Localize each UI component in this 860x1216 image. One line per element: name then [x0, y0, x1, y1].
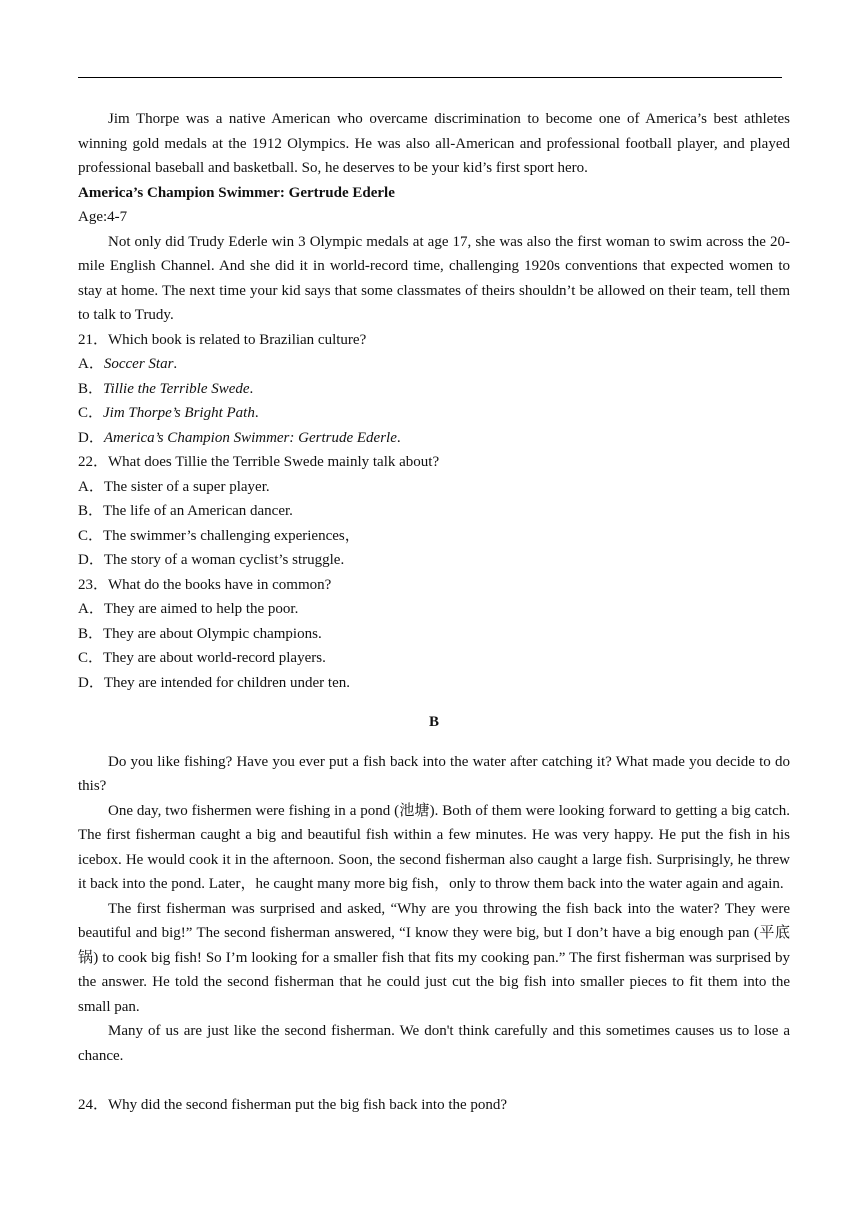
option-c: C．Jim Thorpe’s Bright Path.	[78, 405, 259, 421]
ederle-age-range: Age:4-7	[78, 209, 128, 225]
blank-line	[78, 1068, 790, 1093]
fishing-paragraph-2: One day, two fishermen were fishing in a pond (池塘). Both of them were looking forward to getting a big catch. The first fisherman caught a big and beautiful fish within a few minutes. He was very happy. He put the fish in his icebox. He would cook it in the afternoon. Soon, the second fisherman also caught a large fish. Surprisingly, he threw it back into the pond. Later，he caught many more big fish，only to throw them back into the water again and again.	[78, 802, 790, 892]
question-stem: 21．Which book is related to Brazilian culture?	[78, 331, 367, 348]
ederle-book-title: America’s Champion Swimmer: Gertrude Ederle	[78, 184, 395, 201]
document-body	[78, 107, 790, 1117]
passage-b-heading: B	[428, 714, 439, 730]
question-stem: 23．What do the books have in common?	[78, 576, 332, 593]
thorpe-paragraph: Jim Thorpe was a native American who overcame discrimination to become one of America’s best athletes winning gold medals at the 1912 Olympics. He was also all-American and professional football player, and played professional baseball and basketball. So, he deserves to be your kid’s first sport hero.	[78, 111, 790, 176]
option-a: A．Soccer Star.	[78, 356, 178, 372]
header-rule	[78, 77, 782, 78]
question-24-stem: 24．Why did the second fisherman put the big fish back into the pond?	[78, 1096, 508, 1113]
question-23	[78, 573, 790, 696]
fishing-paragraph-3: The first fisherman was surprised and asked, “Why are you throwing the fish back into the water? They were beautiful and big!” The second fisherman answered, “I know they were big, but I don’t have a big enough pan (平底锅) to cook big fish! So I’m looking for a smaller fish that fits my cooking pan.” The first fisherman was surprised by the answer. He told the second fisherman that he could just cut the big fish into smaller pieces to fit them into the small pan.	[78, 900, 790, 1015]
option-a: A．The sister of a super player.	[78, 478, 270, 495]
fishing-paragraph-4: Many of us are just like the second fisherman. We don't think carefully and this sometimes causes us to lose a chance.	[78, 1023, 790, 1064]
question-21	[78, 328, 790, 451]
option-b: B．They are about Olympic champions.	[78, 625, 322, 642]
option-d: D．The story of a woman cyclist’s struggle.	[78, 552, 345, 568]
option-d: D．America’s Champion Swimmer: Gertrude Ederle.	[78, 429, 401, 446]
option-d: D．They are intended for children under ten.	[78, 674, 350, 691]
question-stem: 22．What does Tillie the Terrible Swede mainly talk about?	[78, 454, 440, 470]
ederle-paragraph: Not only did Trudy Ederle win 3 Olympic medals at age 17, she was also the first woman to swim across the 20-mile English Channel. And she did it in world-record time, challenging 1920s conventions that expected women to stay at home. The next time your kid says that some classmates of theirs shouldn’t be allowed on their team, tell them to talk to Trudy.	[78, 233, 790, 323]
option-b: B．Tillie the Terrible Swede.	[78, 380, 254, 397]
option-c: C．They are about world-record players.	[78, 650, 326, 666]
option-a: A．They are aimed to help the poor.	[78, 601, 299, 617]
question-22	[78, 450, 790, 573]
option-c: C．The swimmer’s challenging experiences，	[78, 527, 360, 544]
option-b: B．The life of an American dancer.	[78, 503, 293, 519]
fishing-paragraph-1: Do you like fishing? Have you ever put a fish back into the water after catching it? What made you decide to do this?	[78, 753, 790, 794]
